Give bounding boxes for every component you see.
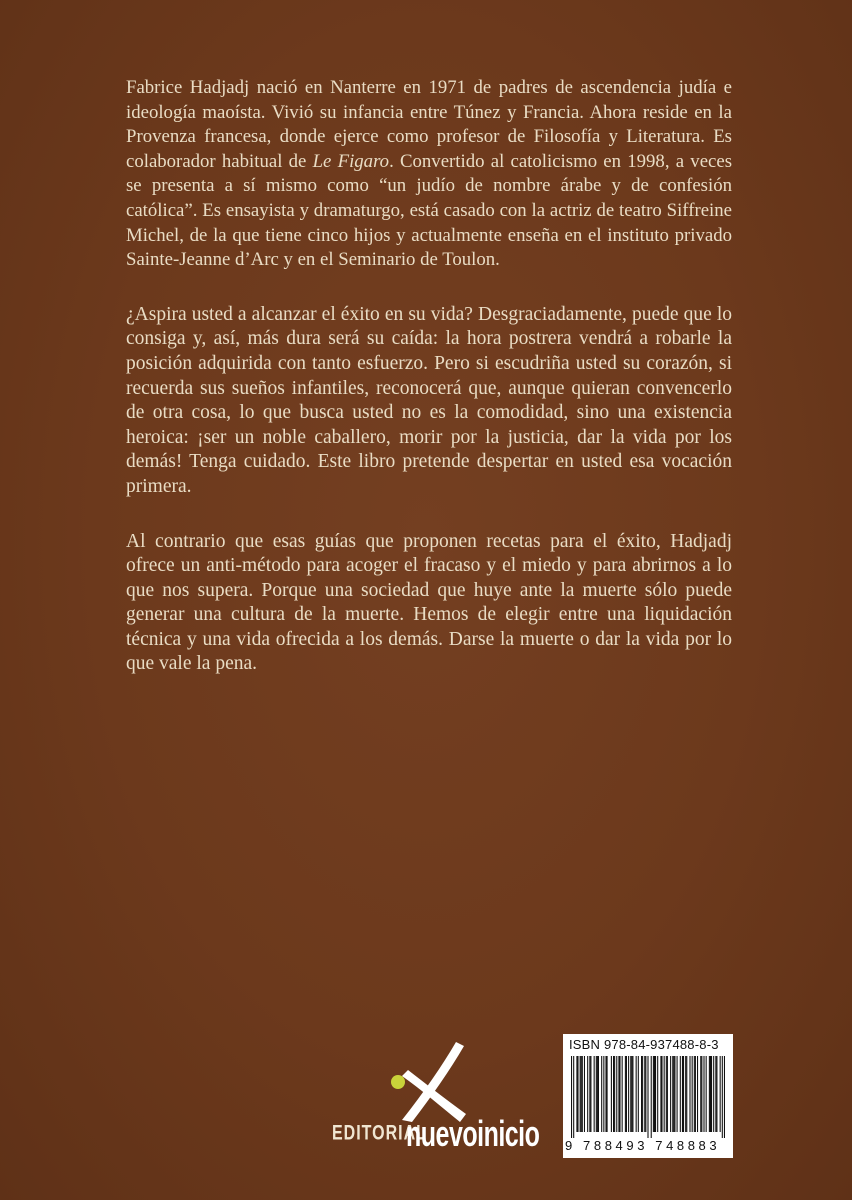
barcode-bar <box>722 1056 723 1138</box>
barcode-bar <box>628 1056 629 1132</box>
barcode-bar <box>598 1056 599 1132</box>
barcode-bar <box>683 1056 684 1132</box>
barcode-bar <box>581 1056 582 1132</box>
barcode-bar <box>709 1056 710 1132</box>
barcode-bar <box>700 1056 701 1132</box>
logo-dot <box>391 1075 405 1089</box>
barcode-bar <box>590 1056 591 1132</box>
barcode-bar <box>651 1056 652 1138</box>
barcode-bar <box>576 1056 577 1132</box>
barcode-bar <box>724 1056 725 1138</box>
barcode-bar <box>580 1056 581 1132</box>
barcode-bar <box>644 1056 645 1132</box>
barcode-bar <box>713 1056 714 1132</box>
barcode-bar <box>613 1056 614 1132</box>
barcode-bar <box>667 1056 668 1132</box>
author-bio-paragraph <box>126 76 732 273</box>
barcode-bar <box>664 1056 665 1132</box>
blurb-text <box>126 76 732 707</box>
barcode-bar <box>666 1056 667 1132</box>
barcode-bar <box>647 1056 648 1138</box>
barcode-bar <box>582 1056 583 1132</box>
isbn-barcode-block <box>563 1034 733 1158</box>
barcode-bar <box>660 1056 661 1132</box>
barcode-bar <box>672 1056 673 1132</box>
barcode-bar <box>632 1056 633 1132</box>
barcode-bar <box>625 1056 626 1132</box>
barcode-bar <box>642 1056 643 1132</box>
barcode-bar <box>689 1056 690 1132</box>
barcode-bar <box>594 1056 595 1132</box>
barcode-bar <box>596 1056 597 1132</box>
x-mark-logo-icon <box>386 1040 476 1124</box>
barcode-bar <box>686 1056 687 1132</box>
barcode-bar <box>701 1056 702 1132</box>
barcode-bar <box>587 1056 588 1132</box>
publisher-label-editorial: EDITORIAL <box>332 1122 427 1145</box>
isbn-label: ISBN 978-84-937488-8-3 <box>569 1037 719 1052</box>
barcode-bar <box>697 1056 698 1132</box>
barcode-bar <box>603 1056 604 1132</box>
barcode-bar <box>626 1056 627 1132</box>
barcode-bar <box>611 1056 612 1132</box>
barcode-bar <box>616 1056 617 1132</box>
barcode-bar <box>577 1056 578 1132</box>
barcode-bar <box>711 1056 712 1132</box>
barcode-bar <box>622 1056 623 1132</box>
barcode-bar <box>653 1056 654 1132</box>
barcode-bar <box>614 1056 615 1132</box>
barcode-bar <box>716 1056 717 1132</box>
barcode-bar <box>618 1056 619 1132</box>
synopsis-paragraph: ¿Aspira usted a alcanzar el éxito en su vida? Desgraciadamente, puede que lo consiga y, así, más dura será su caída: la hora postrera vendrá a robarle la posición adquirida con tanto esfuerzo. Pero si escudriña usted su corazón, si recuerda sus sueños infantiles, reconocerá que, aunque quieran convencerlo de otra cosa, lo que busca usted no es la comodidad, sino una existencia heroica: ¡ser un noble caballero, morir por la justicia, dar la vida por los demás! Tenga cuidado. Este libro pretende despertar en usted esa vocación primera. <box>126 303 732 497</box>
barcode-bar <box>677 1056 678 1132</box>
bio-text-part2: . Convertido al catolicismo en 1998, a veces se presenta a sí mismo como “un judío de nombre árabe y de confesión católica”. Es ensayista y dramaturgo, está casado con la actriz de teatro Siffreine Michel, de la que tiene cinco hijos y actualmente enseña en el instituto privado Sainte-Jeanne d’Arc y en el Seminario de Toulon. <box>126 150 733 271</box>
barcode-icon <box>571 1056 725 1138</box>
barcode-bar <box>703 1056 704 1132</box>
barcode-bar <box>670 1056 671 1132</box>
newspaper-title: Le Figaro <box>312 150 390 172</box>
barcode-bar <box>710 1056 711 1132</box>
barcode-bar <box>573 1056 574 1138</box>
barcode-bar <box>685 1056 686 1132</box>
barcode-bar <box>682 1056 683 1132</box>
barcode-bar <box>631 1056 632 1132</box>
barcode-bar <box>630 1056 631 1132</box>
barcode-bar <box>655 1056 656 1132</box>
barcode-bar <box>720 1056 721 1132</box>
barcode-bar <box>641 1056 642 1132</box>
publisher-logo <box>320 1030 560 1160</box>
barcode-bar <box>657 1056 658 1132</box>
barcode-bar <box>638 1056 639 1132</box>
bio-text-part1: Fabrice Hadjadj nació en Nanterre en 1971 de padres de ascendencia judía e ideología maoísta. Vivió su infancia entre Túnez y Francia. Ahora reside en la Provenza francesa, donde ejerce como profesor de Filosofía y Literatura. Es colaborador habitual de <box>126 77 732 172</box>
barcode-bar <box>645 1056 646 1132</box>
barcode-bar <box>694 1056 695 1132</box>
barcode-digits: 9 788493 748883 <box>565 1138 721 1153</box>
barcode-bar <box>680 1056 681 1132</box>
closing-paragraph: Al contrario que esas guías que proponen recetas para el éxito, Hadjadj ofrece un anti-método para acoger el fracaso y el miedo y para abrirnos a lo que nos supera. Porque una sociedad que huye ante la muerte sólo puede generar una cultura de la muerte. Hemos de elegir entre una liquidación técnica y una vida ofrecida a los demás. Darse la muerte o dar la vida por lo que vale la pena. <box>126 530 732 675</box>
barcode-bar <box>692 1056 693 1132</box>
barcode-bar <box>695 1056 696 1132</box>
barcode-bar <box>636 1056 637 1132</box>
barcode-bar <box>715 1056 716 1132</box>
publisher-brand-name: nuevoinicio <box>406 1114 540 1155</box>
barcode-bar <box>584 1056 585 1132</box>
barcode-bar <box>673 1056 674 1132</box>
barcode-bar <box>706 1056 707 1132</box>
barcode-bar <box>619 1056 620 1132</box>
barcode-bar <box>589 1056 590 1132</box>
barcode-bar <box>654 1056 655 1132</box>
barcode-bar <box>571 1056 572 1138</box>
barcode-bar <box>607 1056 608 1132</box>
barcode-bar <box>601 1056 602 1132</box>
barcode-bar <box>597 1056 598 1132</box>
barcode-bar <box>674 1056 675 1132</box>
barcode-bar <box>605 1056 606 1132</box>
barcode-bar <box>661 1056 662 1132</box>
